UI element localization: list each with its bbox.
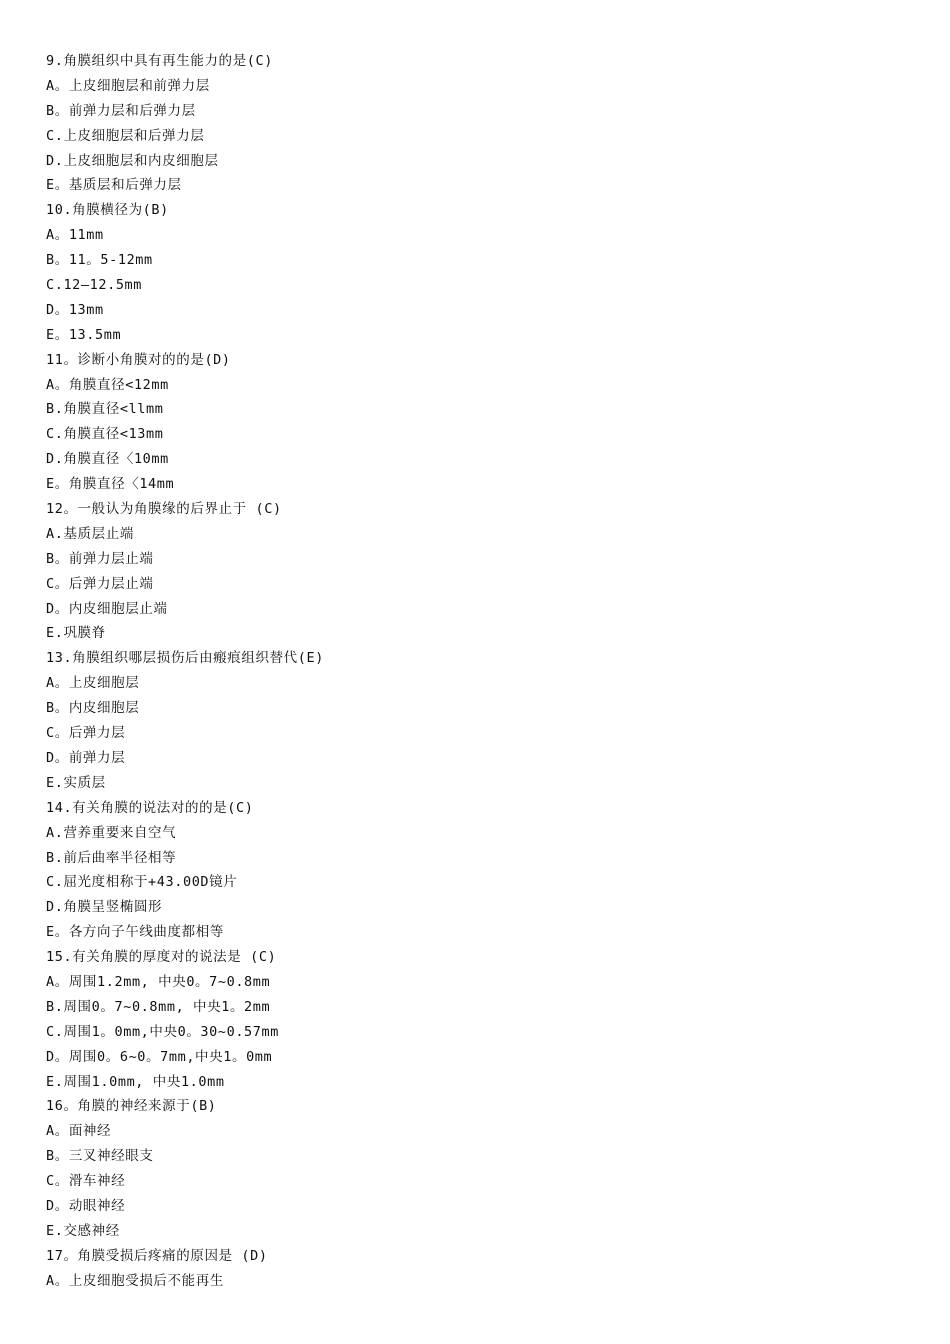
text-line: D.上皮细胞层和内皮细胞层: [46, 152, 219, 169]
text-line: B。内皮细胞层: [46, 700, 140, 717]
text-line: 17。角膜受损后疼痛的原因是 (D): [46, 1247, 268, 1264]
text-line: C.屈光度相称于+43.00D镜片: [46, 874, 238, 891]
text-line: C。后弹力层: [46, 725, 126, 742]
text-line: C.上皮细胞层和后弹力层: [46, 127, 205, 144]
text-line: C。滑车神经: [46, 1173, 126, 1190]
text-line: D。前弹力层: [46, 749, 126, 766]
text-line: D。13mm: [46, 301, 104, 318]
text-line: C.周围1。0mm,中央0。30~0.57mm: [46, 1023, 279, 1040]
text-line: D.角膜直径〈10mm: [46, 451, 169, 468]
document-page: [46, 49, 906, 1294]
text-line: A。面神经: [46, 1123, 112, 1140]
text-line: A。上皮细胞层: [46, 675, 140, 692]
text-line: A。角膜直径<12mm: [46, 376, 169, 393]
text-line: A。上皮细胞受损后不能再生: [46, 1272, 224, 1289]
text-line: B。三叉神经眼支: [46, 1148, 154, 1165]
text-line: A.基质层止端: [46, 525, 134, 542]
text-line: 15.有关角膜的厚度对的说法是 (C): [46, 949, 277, 966]
text-line: E。13.5mm: [46, 326, 122, 343]
text-line: B。前弹力层和后弹力层: [46, 102, 196, 119]
text-line: D。周围0。6~0。7mm,中央1。0mm: [46, 1048, 273, 1065]
text-line: D。动眼神经: [46, 1197, 126, 1214]
text-line: 11。诊断小角膜对的的是(D): [46, 351, 231, 368]
text-line: B.周围0。7~0.8mm, 中央1。2mm: [46, 998, 271, 1015]
text-line: B。前弹力层止端: [46, 550, 154, 567]
text-line: E。基质层和后弹力层: [46, 177, 182, 194]
text-line: E.巩膜脊: [46, 625, 106, 642]
text-line: 16。角膜的神经来源于(B): [46, 1098, 217, 1115]
text-line: A。上皮细胞层和前弹力层: [46, 77, 210, 94]
text-line: C.角膜直径<13mm: [46, 426, 164, 443]
text-line: B.角膜直径<llmm: [46, 401, 164, 418]
text-line: A。11mm: [46, 227, 104, 244]
text-line: B.前后曲率半径相等: [46, 849, 177, 866]
text-line: E.实质层: [46, 774, 106, 791]
text-line: A.营养重要来自空气: [46, 824, 177, 841]
text-line: A。周围1.2mm, 中央0。7~0.8mm: [46, 973, 271, 990]
text-line: 12。一般认为角膜缘的后界止于 (C): [46, 501, 282, 518]
text-line: C.12—12.5mm: [46, 277, 143, 294]
text-line: E。各方向子午线曲度都相等: [46, 924, 224, 941]
text-line: E.交感神经: [46, 1222, 120, 1239]
text-line: E.周围1.0mm, 中央1.0mm: [46, 1073, 225, 1090]
text-line: D。内皮细胞层止端: [46, 600, 168, 617]
text-line: 10.角膜横径为(B): [46, 202, 169, 219]
text-line: C。后弹力层止端: [46, 575, 154, 592]
text-line: 13.角膜组织哪层损伤后由瘢痕组织替代(E): [46, 650, 324, 667]
text-line: 9.角膜组织中具有再生能力的是(C): [46, 53, 273, 69]
text-line: D.角膜呈竖椭圆形: [46, 899, 163, 916]
text-line: B。11。5-12mm: [46, 252, 153, 269]
text-line: 14.有关角膜的说法对的的是(C): [46, 799, 254, 816]
text-line: E。角膜直径〈14mm: [46, 476, 175, 493]
